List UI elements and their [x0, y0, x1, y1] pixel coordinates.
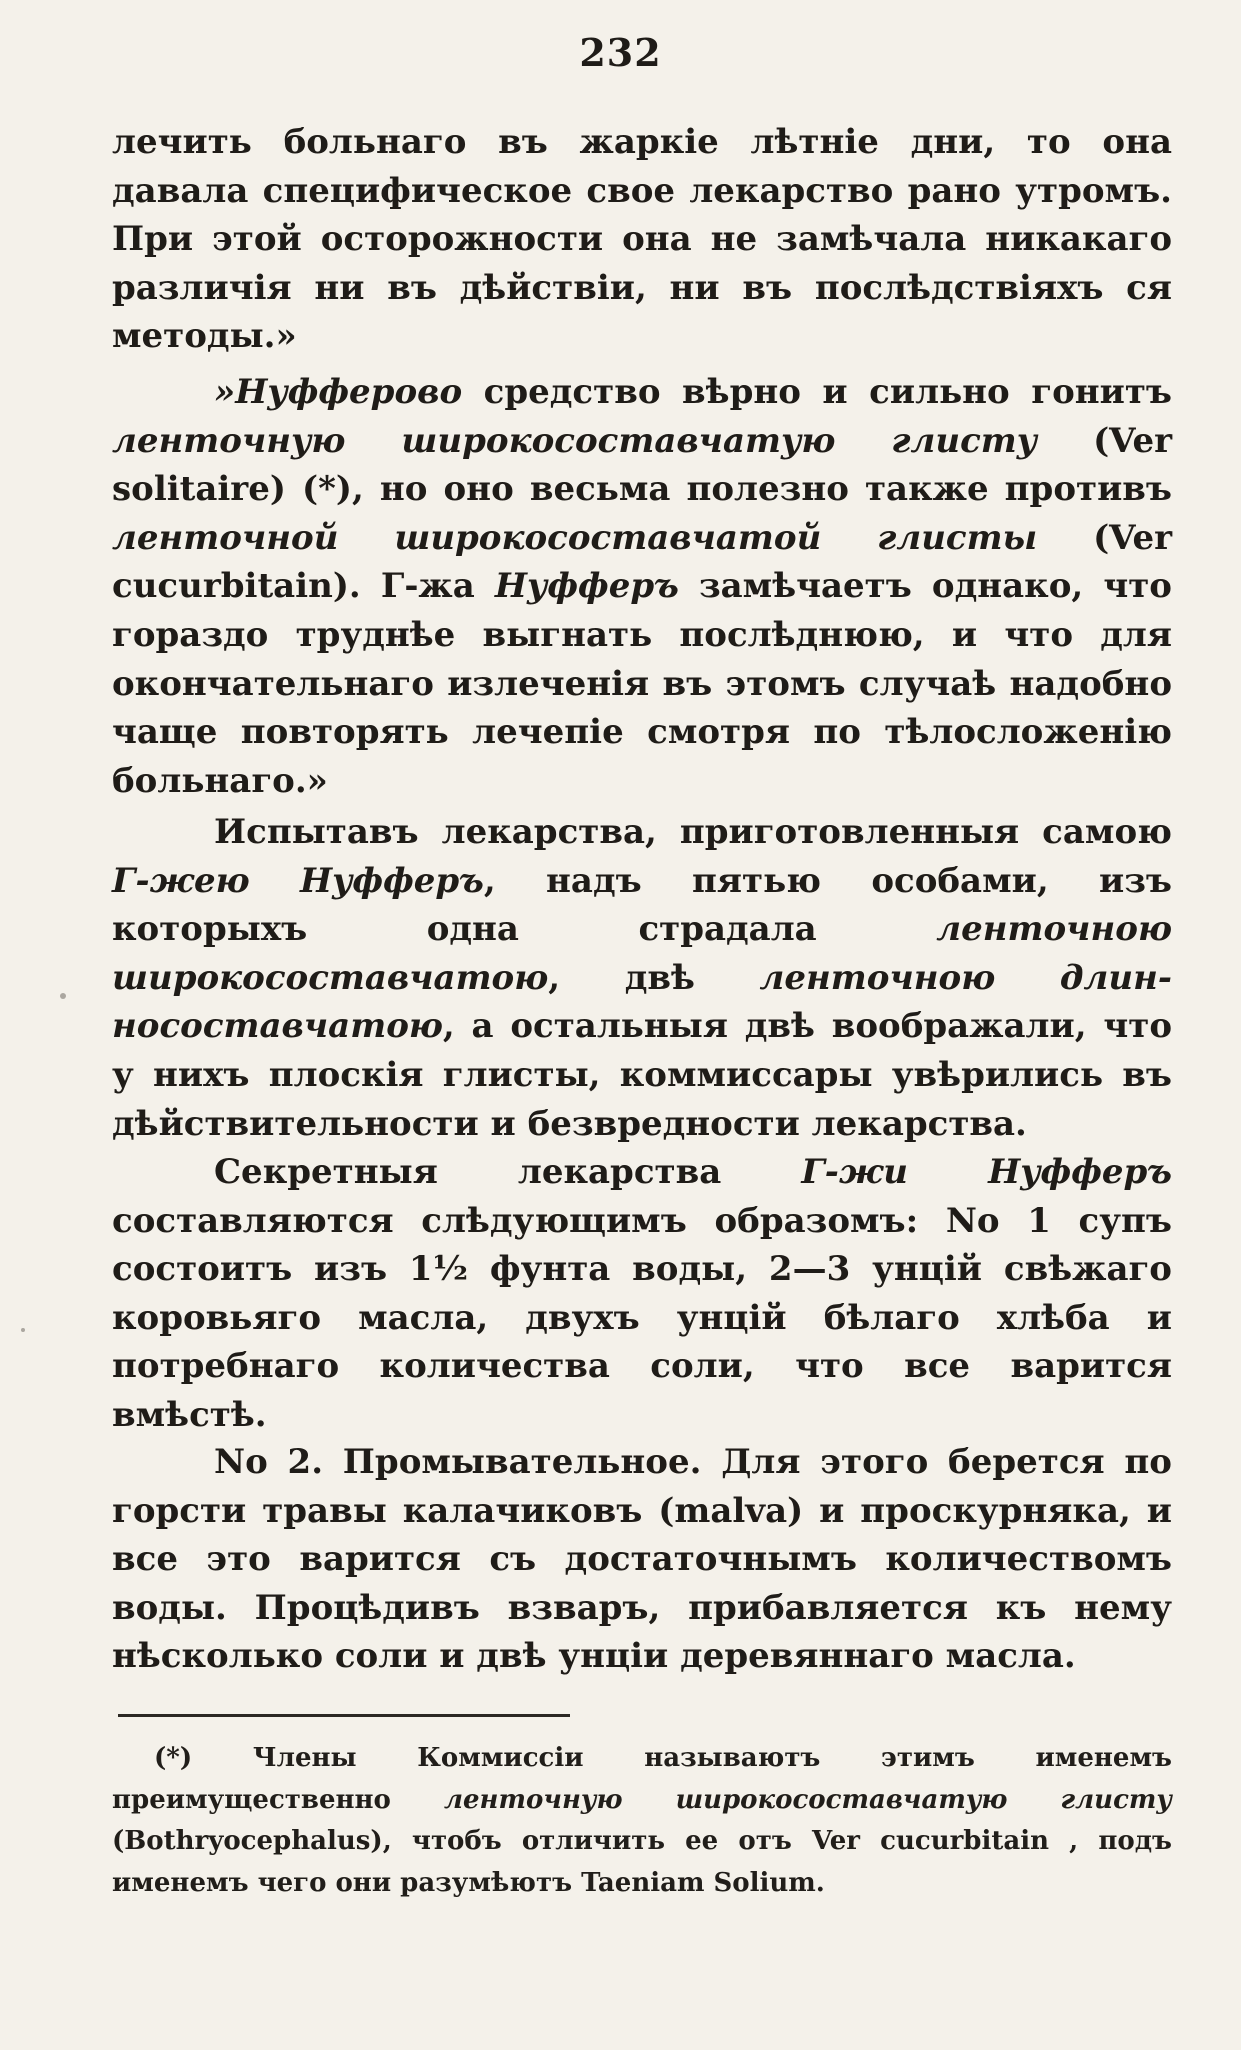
- paragraph-text: Испытавъ лекарства, приготовленныя самою: [214, 812, 1172, 852]
- paragraph-text: , двѣ: [548, 957, 760, 998]
- footnote: [112, 1738, 1172, 1904]
- italic-term: Г-жею Нуфферъ: [112, 860, 484, 901]
- paragraph-3: [112, 808, 1172, 1148]
- footnote-divider: [118, 1714, 570, 1717]
- paragraph-5: [112, 1438, 1172, 1681]
- paragraph-text: составляются слѣдующимъ образомъ: No 1 супъ состоитъ изъ 1½ фунта воды, 2—3 унцій свѣжаго коровьяго масла, двухъ унцій бѣлаго хлѣба и потребнаго количества соли, что все варится вмѣстѣ.: [112, 1200, 1172, 1435]
- footnote-text: (Bothryocephalus), чтобъ отличить ее отъ Ver cucurbitain , подъ именемъ чего они разумѣютъ Taeniam Solium.: [112, 1826, 1172, 1898]
- paragraph-text: замѣчаетъ однако, что гораздо труднѣе выгнать послѣднюю, и что для окончательнаго излеченія въ этомъ случаѣ надобно чаще повторять лечепіе смотря по тѣлосложенію больнаго.»: [112, 566, 1172, 801]
- italic-term: ленточною длинносоставчатою: [112, 957, 1172, 1047]
- footnote-text: (*) Члены Коммиссіи называютъ этимъ именемъ преимущественно: [112, 1743, 1172, 1815]
- italic-term: Г-жи Нуфферъ: [801, 1152, 1172, 1192]
- italic-term: Нуфферъ: [494, 566, 679, 607]
- paragraph-text: , надъ пятью особами, изъ которыхъ одна страдала: [112, 860, 1172, 950]
- paragraph-text: (Ver solitaire) (*), но оно весьма полезно также противъ: [112, 420, 1172, 510]
- italic-term: ленточную широкосоставчатую глисту: [112, 420, 1038, 461]
- paper-speck: [21, 1328, 25, 1332]
- italic-term: »Нуфферово: [214, 372, 463, 412]
- paper-speck: [60, 993, 66, 999]
- italic-term: ленточной широкосоставчатой глисты: [112, 517, 1038, 558]
- paragraph-1: [112, 118, 1172, 361]
- page-number: 232: [579, 30, 662, 75]
- italic-term: ленточною широкосоставчатою: [112, 909, 1172, 998]
- paragraph-2: [112, 368, 1172, 805]
- paragraph-text: , а остальныя двѣ воображали, что у нихъ плоскія глисты, коммиссары увѣрились въ дѣйствительности и безвредности лекарства.: [112, 1006, 1172, 1144]
- paragraph-text: (Ver cucurbitain). Г-жа: [112, 517, 1172, 607]
- paragraph-text: No 2. Промывательное. Для этого берется по горсти травы калачиковъ (malva) и проскурняка, и все это варится съ достаточнымъ количествомъ воды. Процѣдивъ взваръ, прибавляется къ нему нѣсколько соли и двѣ унціи деревяннаго масла.: [112, 1442, 1172, 1677]
- paragraph-1-text: лечить больнаго въ жаркіе лѣтніе дни, то она давала специфическое свое лекарство рано утромъ. При этой осторожности она не замѣчала никакаго различія ни въ дѣйствіи, ни въ послѣдствіяхъ ся методы.»: [112, 122, 1172, 357]
- paragraph-text: средство вѣрно и сильно гонитъ: [462, 372, 1172, 412]
- paragraph-4: [112, 1148, 1172, 1440]
- paragraph-text: Секретныя лекарства: [214, 1152, 802, 1192]
- footnote-italic-term: ленточную широкосоставчатую глисту: [443, 1784, 1172, 1815]
